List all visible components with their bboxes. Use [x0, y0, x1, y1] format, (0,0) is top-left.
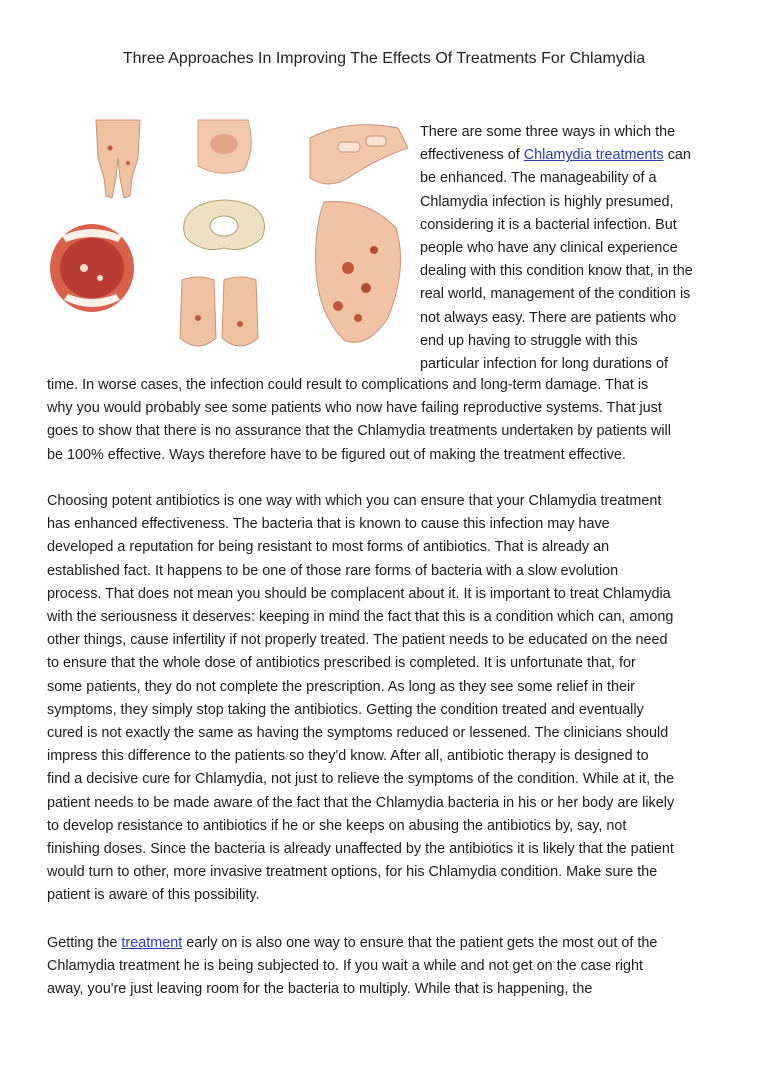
- text-fragment: effectiveness of: [420, 147, 524, 164]
- intro-continuation: [47, 374, 727, 467]
- text-line: find a decisive cure for Chlamydia, not just to relieve the symptoms of the condition. While at it, the: [47, 771, 675, 788]
- chlamydia-treatments-link[interactable]: Chlamydia treatments: [523, 147, 664, 164]
- text-line: Choosing potent antibiotics is one way with which you can ensure that your Chlamydia treatment: [47, 493, 662, 509]
- text-line: people who have any clinical experience: [420, 240, 678, 257]
- text-line: with the seriousness it deserves: keeping in mind the fact that this is a condition which can, among: [47, 609, 674, 626]
- text-line: finishing doses. Since the bacteria is already unaffected by the antibiotics it is likely that the patient: [47, 841, 674, 858]
- text-line: some patients, they do not complete the prescription. As long as they see some relief in their: [47, 678, 635, 695]
- text-fragment: Getting the: [47, 935, 122, 951]
- text-line: be 100% effective. Ways therefore have to be figured out of making the treatment effective.: [47, 446, 626, 463]
- text-line: considering it is a bacterial infection. But: [420, 216, 677, 233]
- text-line: be enhanced. The manageability of a: [420, 170, 657, 187]
- text-line: not always easy. There are patients who: [420, 309, 677, 326]
- text-line: dealing with this condition know that, in the: [420, 263, 693, 280]
- text-line: process. That does not mean you should be complacent about it. It is important to treat Chlamydia: [47, 585, 671, 602]
- text-line: There are some three ways in which the: [420, 124, 676, 140]
- text-line: real world, management of the condition is: [420, 286, 691, 303]
- text-line: to develop resistance to antibiotics if he or she keeps on abusing the antibiotics by, say, not: [47, 817, 627, 834]
- text-line: Chlamydia infection is highly presumed,: [420, 193, 674, 210]
- text-line: has enhanced effectiveness. The bacteria that is known to cause this infection may have: [47, 516, 610, 533]
- paragraph-early-treatment: [47, 932, 727, 1002]
- text-line: [420, 144, 720, 167]
- text-line: to ensure that the whole dose of antibiotics prescribed is completed. It is unfortunate that, for: [47, 655, 636, 672]
- intro-side-text: [420, 121, 720, 376]
- mouth-figure: [50, 224, 134, 312]
- page-title: Three Approaches In Improving The Effects Of Treatments For Chlamydia: [122, 50, 646, 67]
- text-line: patient is aware of this possibility.: [47, 887, 260, 904]
- text-line: developed a reputation for being resistant to most forms of antibiotics. That is already an: [47, 539, 610, 556]
- text-line: symptoms, they simply stop taking the antibiotics. Getting the condition treated and eventually: [47, 701, 644, 718]
- text-line: particular infection for long durations of: [420, 356, 668, 373]
- medical-illustration: [48, 118, 408, 358]
- pelvis-figure: [184, 200, 265, 250]
- text-line: other things, cause infertility if not properly treated. The patient needs to be educated on the need: [47, 632, 668, 649]
- skin-patch-figure: [198, 120, 251, 173]
- text-line: goes to show that there is no assurance that the Chlamydia treatments undertaken by patients will: [47, 423, 671, 440]
- text-line: cured is not exactly the same as having the symptoms reduced or lessened. The clinicians should: [47, 725, 669, 742]
- text-line: impress this difference to the patients so they'd know. After all, antibiotic therapy is designed to: [47, 748, 649, 765]
- text-line: Chlamydia treatment he is being subjected to. If you wait a while and not get on the case right: [47, 958, 643, 975]
- text-line: established fact. It happens to be one of those rare forms of bacteria with a slow evolution: [47, 562, 619, 579]
- text-line: end up having to struggle with this: [420, 332, 638, 349]
- treatment-link[interactable]: treatment: [121, 935, 183, 951]
- text-fragment: early on is also one way to ensure that the patient gets the most out of the: [182, 935, 658, 951]
- text-line: time. In worse cases, the infection could result to complications and long-term damage. That is: [47, 377, 649, 393]
- text-line: would turn to other, more invasive treatment options, for his Chlamydia condition. Make sure the: [47, 864, 658, 881]
- text-line: [47, 932, 727, 955]
- text-fragment: can: [663, 147, 691, 164]
- text-line: why you would probably see some patients who now have failing reproductive systems. That just: [47, 400, 662, 417]
- text-line: away, you're just leaving room for the bacteria to multiply. While that is happening, the: [47, 981, 593, 998]
- paragraph-antibiotics: [47, 490, 727, 908]
- text-line: patient needs to be made aware of the fact that the Chlamydia bacteria in his or her body are likely: [47, 794, 675, 811]
